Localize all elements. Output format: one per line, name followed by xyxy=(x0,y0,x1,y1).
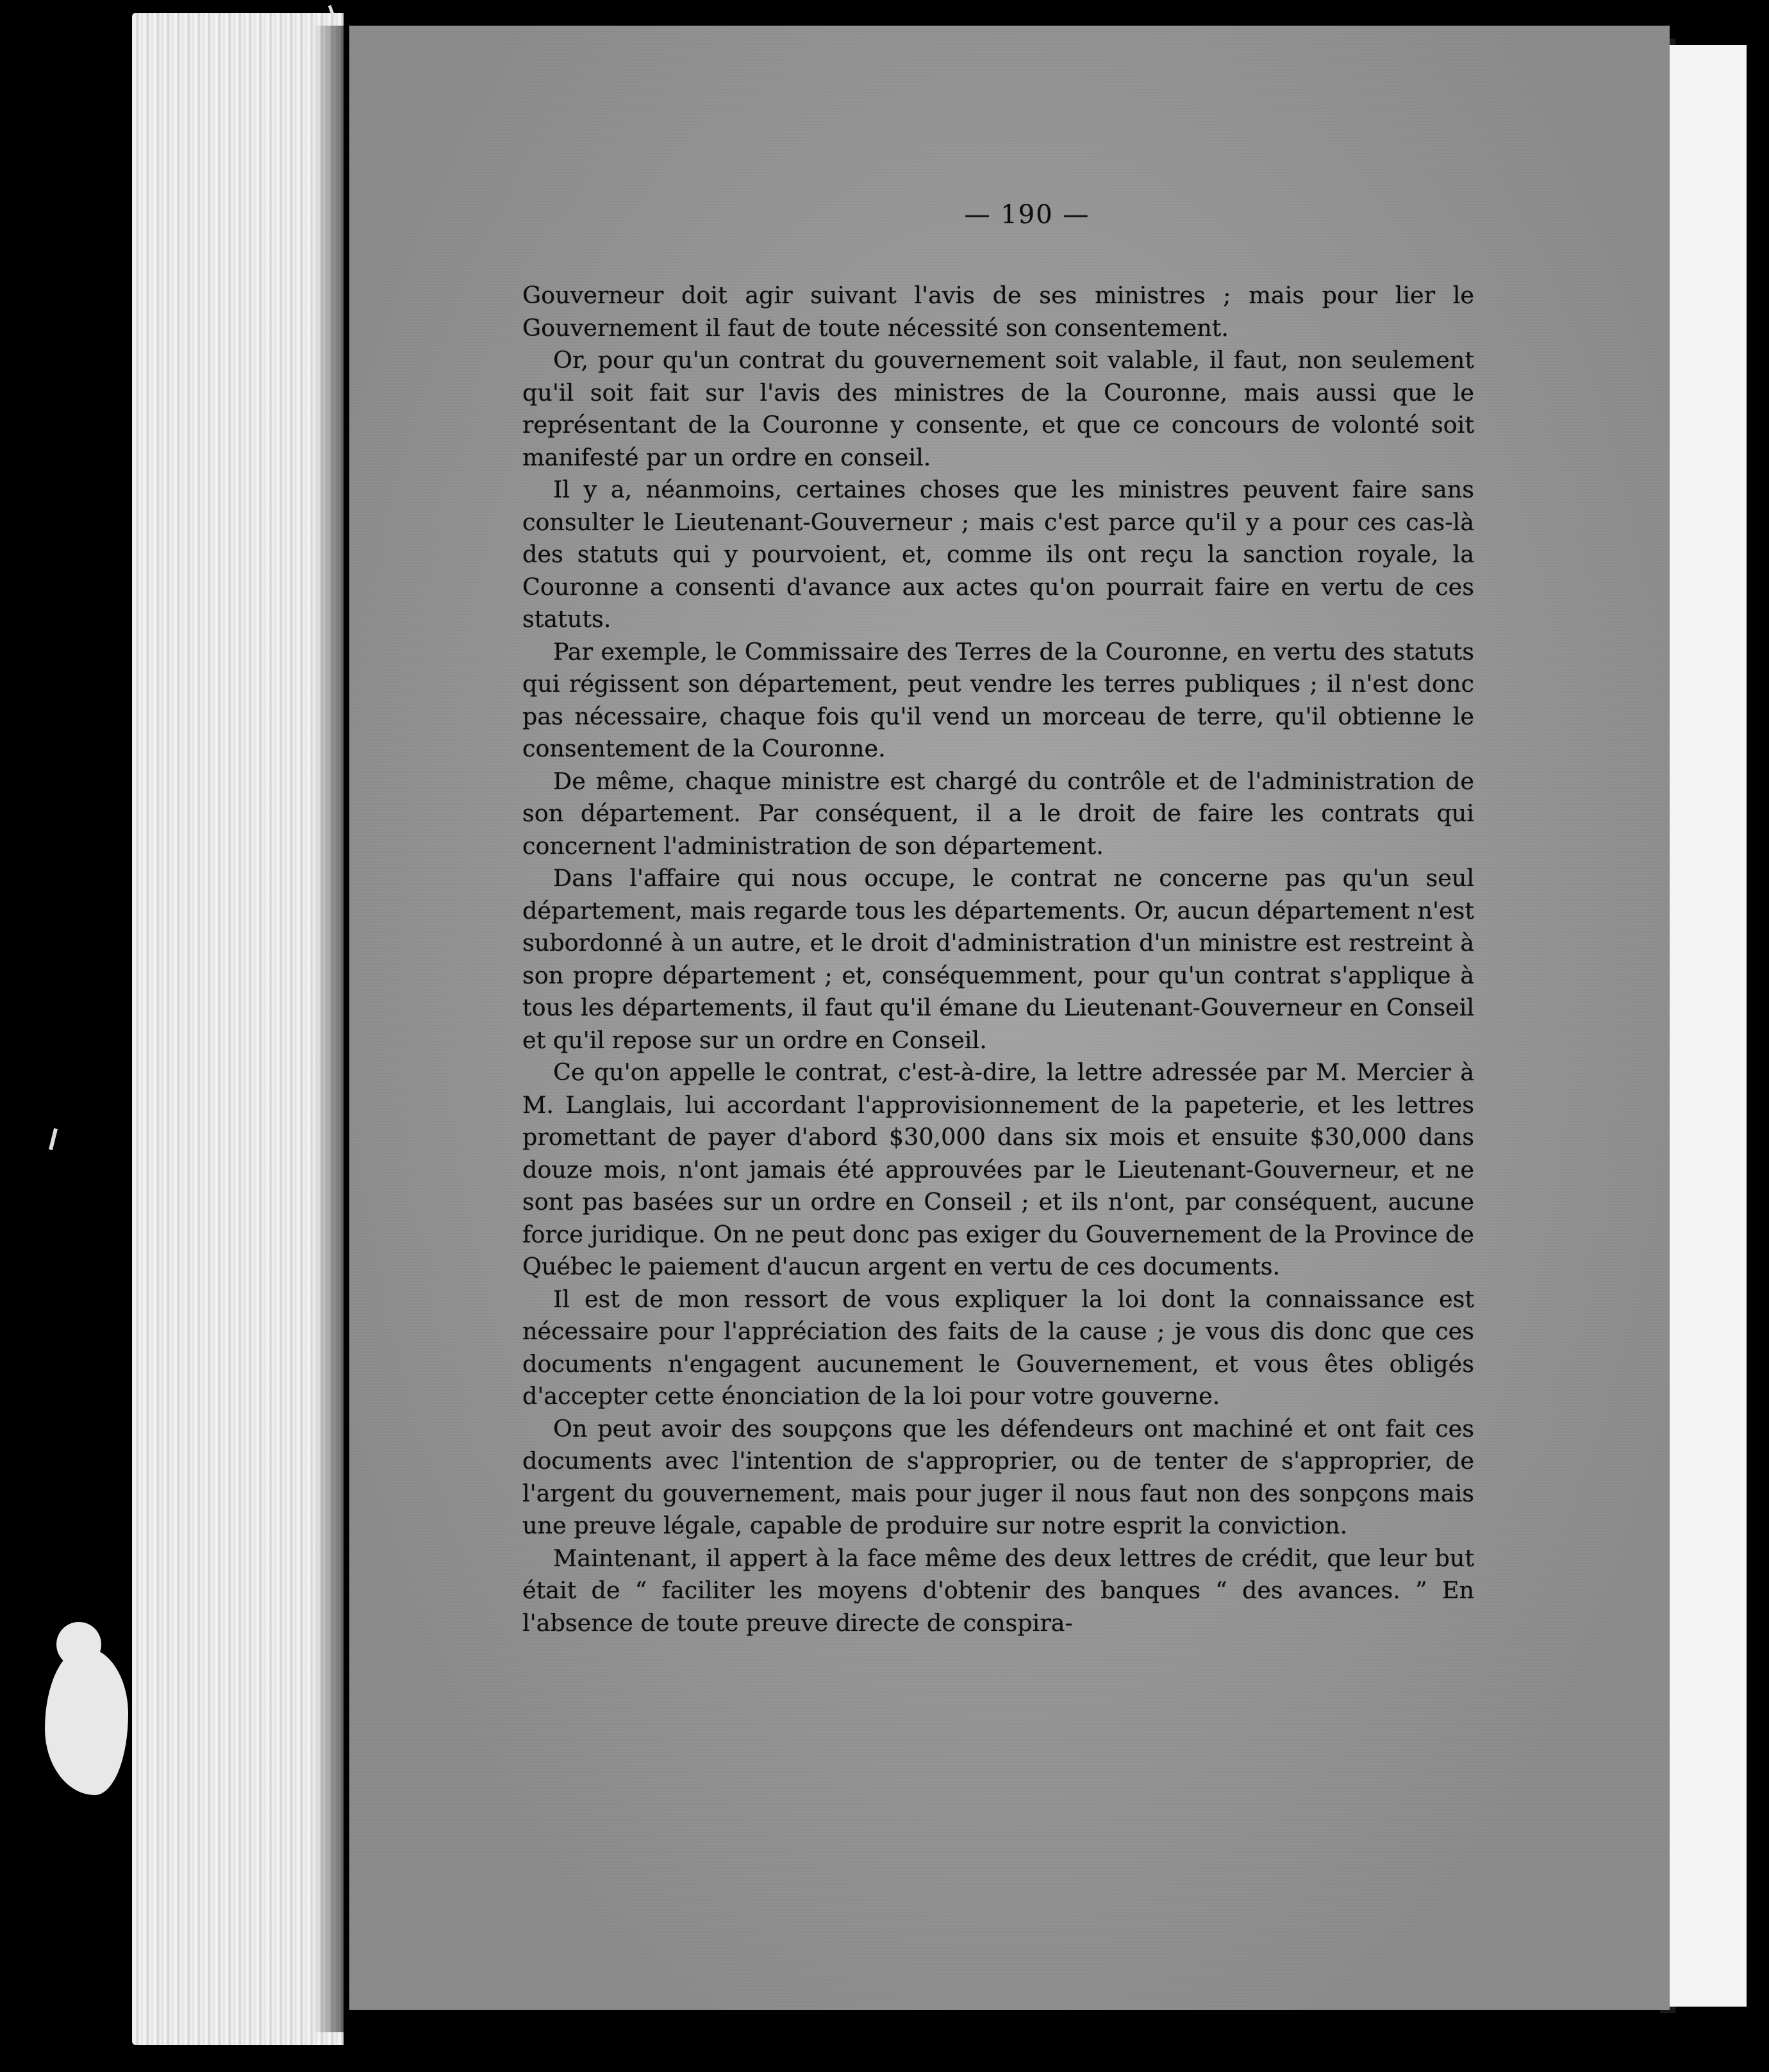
paragraph: Dans l'affaire qui nous occupe, le contrat ne concerne pas qu'un seul département, mais regarde tous les départements. Or, aucun département n'est subordonné à un autre, et le droit d'administration d'un ministre est restreint à son propre département ; et, conséquemment, pour qu'un contrat s'applique à tous les départements, il faut qu'il émane du Lieutenant-Gouverneur en Conseil et qu'il repose sur un ordre en Conseil. xyxy=(522,864,1474,1054)
paragraph: Il y a, néanmoins, certaines choses que les ministres peuvent faire sans consulter le Lieutenant-Gouverneur ; mais c'est parce qu'il y a pour ces cas-là des statuts qui y pourvoient, et, comme ils ont reçu la sanction royale, la Couronne a consenti d'avance aux actes qu'on pourrait faire en vertu de ces statuts. xyxy=(522,476,1474,633)
paragraph: Ce qu'on appelle le contrat, c'est-à-dire, la lettre adressée par M. Mercier à M. Langlais, lui accordant l'approvisionnement de la papeterie, et les lettres promettant de payer d'abord $30,000 dans six mois et ensuite $30,000 dans douze mois, n'ont jamais été approuvées par le Lieutenant-Gouverneur, et ne sont pas basées sur un ordre en Conseil ; et ils n'ont, par conséquent, aucune force juridique. On ne peut donc pas exiger du Gouvernement de la Province de Québec le paiement d'aucun argent en vertu de ces documents. xyxy=(522,1058,1474,1280)
paragraph: On peut avoir des soupçons que les défendeurs ont machiné et ont fait ces documents avec l'intention de s'approprier, ou de tenter de s'approprier, de l'argent du gouvernement, mais pour juger il nous faut non des sonpçons mais une preuve légale, capable de produire sur notre esprit la conviction. xyxy=(522,1414,1474,1539)
paragraph: Or, pour qu'un contrat du gouvernement soit valable, il faut, non seulement qu'il soit fait sur l'avis des ministres de la Couronne, mais aussi que le représentant de la Couronne y consente, et que ce concours de volonté soit manifesté par un ordre en conseil. xyxy=(522,346,1474,471)
page-edges-shadow xyxy=(314,26,353,2032)
paragraph: Par exemple, le Commissaire des Terres de la Couronne, en vertu des statuts qui régissent son département, peut vendre les terres publiques ; il n'est donc pas nécessaire, chaque fois qu'il vend un morceau de terre, qu'il obtienne le consentement de la Couronne. xyxy=(522,637,1474,762)
page-text xyxy=(522,199,1474,1639)
book-page-edges xyxy=(132,13,344,2045)
next-leaf-edge xyxy=(1670,45,1747,2007)
paragraph: Il est de mon ressort de vous expliquer la loi dont la connaissance est nécessaire pour l'appréciation des faits de la cause ; je vous dis donc que ces documents n'engagent aucunement le Gouvernement, et vous êtes obligés d'accepter cette énonciation de la loi pour votre gouverne. xyxy=(522,1285,1474,1410)
paragraph: Gouverneur doit agir suivant l'avis de ses ministres ; mais pour lier le Gouvernement il faut de toute nécessité son consentement. xyxy=(522,281,1474,342)
scan-artifact-blob xyxy=(45,1648,128,1795)
paragraph: Maintenant, il appert à la face même des deux lettres de crédit, que leur but était de “ faciliter les moyens d'obtenir des banques “ des avances. ” En l'absence de toute preuve directe de conspira- xyxy=(522,1544,1474,1637)
scan-artifact-mark xyxy=(49,1128,58,1150)
page-number: — 190 — xyxy=(964,200,1090,230)
paragraph: De même, chaque ministre est chargé du contrôle et de l'administration de son département. Par conséquent, il a le droit de faire les contrats qui concernent l'administration de son département. xyxy=(522,767,1474,860)
